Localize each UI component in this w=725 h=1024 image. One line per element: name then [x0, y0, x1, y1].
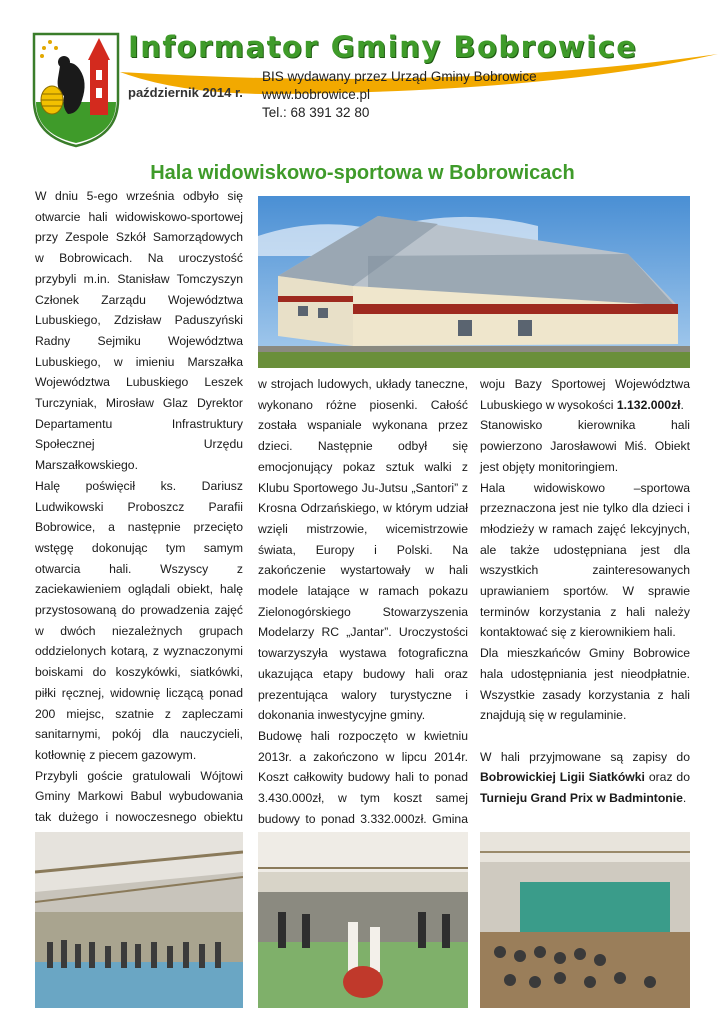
- badminton-tournament: Turnieju Grand Prix w Badmintonie: [480, 791, 683, 806]
- paragraph: w strojach ludowych, układy taneczne, wykonano różne piosenki. Całość została wspaniale wykonana przez dzieci. Następnie odbył się emocjonujący pokaz sztuk walki z Klubu Sportowego Ju-Jutsu „Santori” z Krosna Odrzańskiego, w którym udział wzięli mistrzowie, wicemistrzowie świata, Europy i Polski. Na zakończenie wystartowały w hali modele latające w ramach pokazu Zielonogórskiego Stowarzyszenia Modelarzy RC „Jantar”. Uroczystości towarzyszyła wystawa fotograficzna ukazująca etapy budowy hali oraz prezentująca walory turystyczne i dokonania inwestycyjne gminy.: [258, 377, 468, 723]
- grant-amount: 1.132.000zł: [616, 397, 681, 412]
- hall-interior-audience-photo: [480, 832, 690, 1008]
- paragraph: Przybyli goście gratulowali Wójtowi Gminy Markowi Babul wybudowania tak dużego i nowoczesnego obiektu: [35, 768, 243, 825]
- paragraph: [480, 374, 690, 415]
- paragraph: W dniu 5-ego września odbyło się otwarcie hali widowiskowo-sportowej przy Zespole Szkół Samorządowych w Bobrowicach. Na uroczystość przybyli m.in. Stanisław Tomczyszyn Członek Zarządu Województwa Lubuskiego, Zdzisław Paduszyński Radny Sejmiku Województwa Lubuskiego, w imieniu Marszałka Województwa Lubuskiego Leszek Turczyniak, Mirosław Glaz Dyrektor Departamentu Infrastruktury Społecznej Urzędu Marszałkowskiego.: [35, 189, 243, 473]
- website-line: www.bobrowice.pl: [262, 87, 371, 102]
- phone-line: Tel.: 68 391 32 80: [262, 105, 370, 120]
- article-column-3: [480, 374, 690, 892]
- funding-text: Budowę hali rozpoczęto w kwietniu 2013r. a zakończono w lipcu 2014r. Koszt całkowity budowy hali to ponad 3.430.000zł, w tym koszt samej budowy to ponad 3.332.000zł. Gmina: [258, 728, 468, 826]
- folk-dance-photo: [258, 832, 468, 1008]
- sports-hall-exterior-photo: [258, 196, 690, 368]
- issue-date: październik 2014 r.: [128, 85, 243, 100]
- volleyball-league: Bobrowickiej Ligii Siatkówki: [480, 770, 645, 785]
- article-title: Hala widowiskowo-sportowa w Bobrowicach: [150, 162, 575, 184]
- grant-text-tail: .: [680, 397, 684, 412]
- gmina-crest-logo: [30, 30, 122, 148]
- newsletter-title: Informator Gminy Bobrowice: [128, 30, 638, 64]
- enroll-text: W hali przyjmowane są zapisy do: [480, 749, 690, 764]
- paragraph: Dla mieszkańców Gminy Bobrowice hala udostępniania jest nieodpłatnie. Wszystkie zasady korzystania z hali znajdują się w regulaminie.: [480, 646, 690, 723]
- publisher-line: BIS wydawany przez Urząd Gminy Bobrowice: [262, 69, 537, 84]
- opening-ceremony-photo: [35, 832, 243, 1008]
- enroll-text-tail: .: [682, 791, 687, 806]
- enroll-text-mid: oraz do: [644, 770, 690, 785]
- paragraph: Stanowisko kierownika hali powierzono Jarosławowi Miś. Obiekt jest objęty monitoringiem.: [480, 418, 690, 474]
- publisher-info: [262, 68, 537, 122]
- paragraph: [480, 747, 690, 809]
- paragraph: Halę poświęcił ks. Dariusz Ludwikowski Proboszcz Parafii Bobrowice, a następnie przecięto wstęgę dokonując tym samym otwarcia hali. Wszyscy z zaciekawieniem oglądali obiekt, halę przystosowaną do prowadzenia zajęć w dwóch niezależnych grupach oddzielonych kotarą, z wyznaczonymi boiskami do koszykówki, siatkówki, piłki ręcznej, widownię liczącą ponad 200 miejsc, szatnie z zapleczami sanitarnymi, pokój dla nauczycieli, kotłownię z piecem gazowym.: [35, 478, 243, 762]
- grant-text: woju Bazy Sportowej Województwa Lubuskiego w wysokości: [480, 377, 690, 412]
- paragraph: Hala widowiskowo –sportowa przeznaczona jest nie tylko dla dzieci i młodzieży w ramach zajęć lekcyjnych, ale także udostępniana jest dla wszystkich zainteresowanych uprawianiem sportów. W sprawie terminów korzystania z hali należy kontaktować się z kierownikiem hali.: [480, 480, 690, 640]
